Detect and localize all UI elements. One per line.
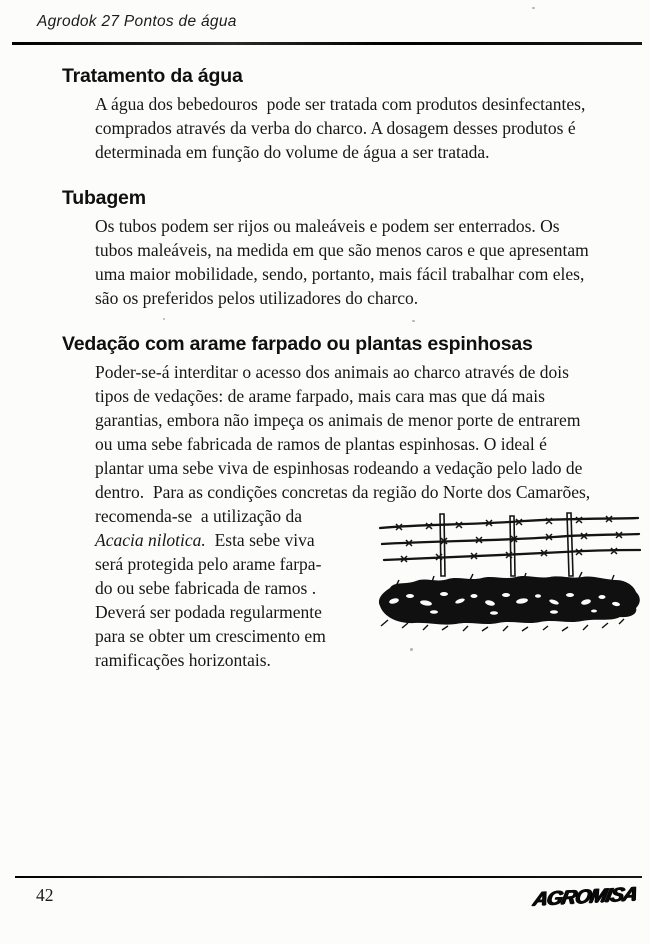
barbed-wire-fence-drawing bbox=[374, 506, 644, 632]
text-line-rest: Esta sebe viva bbox=[205, 530, 315, 550]
section-vedacao bbox=[62, 332, 635, 672]
header-rule bbox=[12, 42, 642, 45]
page-body bbox=[62, 64, 635, 694]
text-line: uma maior mobilidade, sendo, portanto, mais fácil trabalhar com eles, bbox=[95, 264, 585, 284]
text-line: Poder-se-á interditar o acesso dos animais ao charco através de dois bbox=[95, 362, 569, 382]
scan-speck bbox=[410, 648, 413, 651]
text-line: do ou sebe fabricada de ramos . bbox=[95, 578, 317, 598]
text-line: garantias, embora não impeça os animais de menor porte de entrarem bbox=[95, 410, 581, 430]
paragraph bbox=[95, 360, 635, 672]
paragraph bbox=[95, 92, 635, 164]
paragraph bbox=[95, 214, 635, 310]
scan-speck bbox=[412, 320, 415, 322]
species-name: Acacia nilotica. bbox=[95, 530, 206, 550]
footer-rule bbox=[15, 876, 642, 878]
section-heading: Tratamento da água bbox=[62, 65, 243, 87]
text-line: tipos de vedações: de arame farpado, mais cara mas que dá mais bbox=[95, 386, 545, 406]
thorn-hedge bbox=[379, 576, 640, 625]
agromisa-logo: AGROMISA bbox=[531, 883, 639, 911]
text-line: tubos maleáveis, na medida em que são menos caros e que apresentam bbox=[95, 240, 589, 260]
text-line: comprados através da verba do charco. A dosagem desses produtos é bbox=[95, 118, 576, 138]
text-line: plantar uma sebe viva de espinhosas rodeando a vedação pelo lado de bbox=[95, 458, 583, 478]
text-line: para se obter um crescimento em bbox=[95, 626, 326, 646]
section-heading: Vedação com arame farpado ou plantas espinhosas bbox=[62, 333, 533, 355]
text-line: ramificações horizontais. bbox=[95, 650, 271, 670]
text-line: ou uma sebe fabricada de ramos de plantas espinhosas. O ideal é bbox=[95, 434, 547, 454]
text-line: Os tubos podem ser rijos ou maleáveis e podem ser enterrados. Os bbox=[95, 216, 560, 236]
text-line: A água dos bebedouros pode ser tratada com produtos desinfectantes, bbox=[95, 94, 586, 114]
barbed-wire-illustration bbox=[374, 506, 644, 632]
section-heading: Tubagem bbox=[62, 187, 146, 209]
text-line: dentro. Para as condições concretas da região do Norte dos Camarões, bbox=[95, 482, 591, 502]
scan-speck bbox=[532, 7, 535, 9]
text-line: determinada em função do volume de água a ser tratada. bbox=[95, 142, 490, 162]
section-tubagem bbox=[62, 186, 635, 310]
text-line: será protegida pelo arame farpa- bbox=[95, 554, 322, 574]
text-line: Deverá ser podada regularmente bbox=[95, 602, 322, 622]
page-number: 42 bbox=[36, 885, 54, 905]
scan-speck bbox=[163, 318, 165, 320]
running-header: Agrodok 27 Pontos de água bbox=[37, 13, 237, 30]
text-line: recomenda-se a utilização da bbox=[95, 506, 302, 526]
text-line: são os preferidos pelos utilizadores do charco. bbox=[95, 288, 419, 308]
section-tratamento-da-agua bbox=[62, 64, 635, 164]
